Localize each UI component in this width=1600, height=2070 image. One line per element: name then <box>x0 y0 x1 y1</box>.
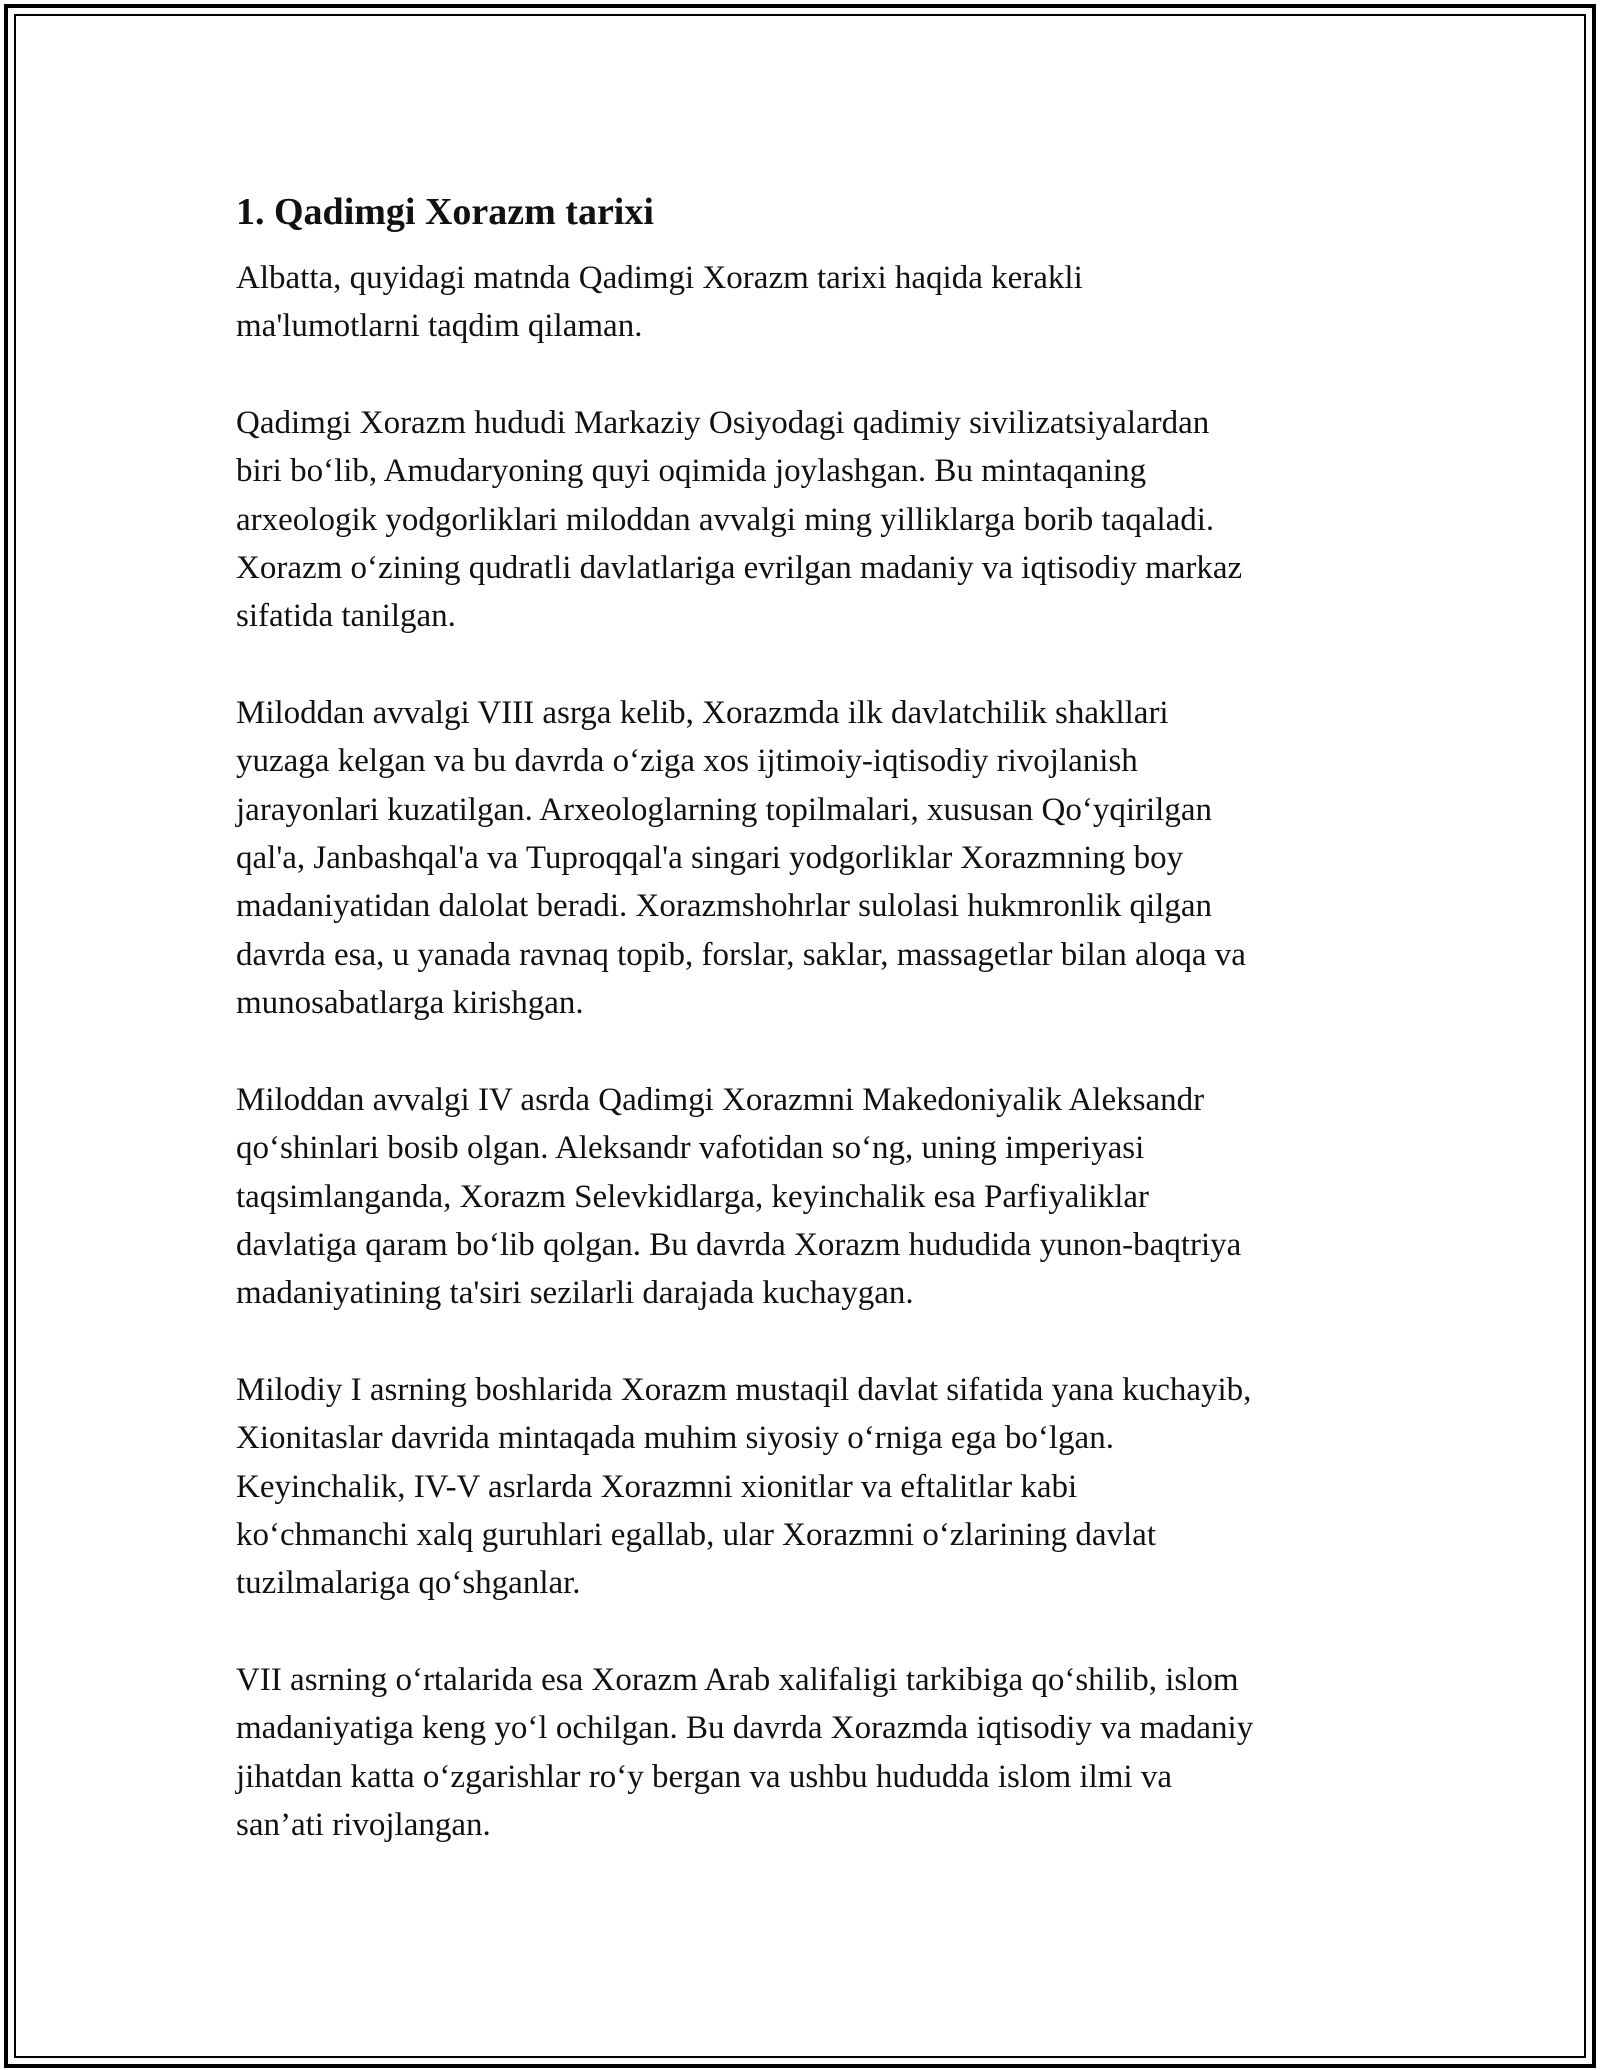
paragraph-intro: Albatta, quyidagi matnda Qadimgi Xorazm tarixi haqida kerakli ma'lumotlarni taqdim qilaman. <box>236 260 1083 345</box>
paragraph-arab-caliphate: VII asrning oʻrtalarida esa Xorazm Arab xalifaligi tarkibiga qoʻshilib, islom madaniyatiga keng yoʻl ochilgan. Bu davrda Xorazmda iqtisodiy va madaniy jihatdan katta oʻzgarishlar roʻy bergan va ushbu hududda islom ilmi va san’ati rivojlangan. <box>236 1661 1254 1843</box>
paragraph-first-century: Milodiy I asrning boshlarida Xorazm mustaqil davlat sifatida yana kuchayib, Xionitaslar davrida mintaqada muhim siyosiy oʻrniga ega boʻlgan. Keyinchalik, IV-V asrlarda Xorazmni xionitlar va eftalitlar kabi koʻchmanchi xalq guruhlari egallab, ular Xorazmni oʻzlarining davlat tuzilmalariga qoʻshganlar. <box>236 1371 1252 1602</box>
paragraph-geography: Qadimgi Xorazm hududi Markaziy Osiyodagi qadimiy sivilizatsiyalardan biri boʻlib, Amudaryoning quyi oqimida joylashgan. Bu mintaqaning arxeologik yodgorliklari miloddan avvalgi ming yilliklarga borib taqaladi. Xorazm oʻzining qudratli davlatlariga evrilgan madaniy va iqtisodiy markaz sifatida tanilgan. <box>236 404 1243 635</box>
paragraph-early-statehood: Miloddan avvalgi VIII asrga kelib, Xorazmda ilk davlatchilik shakllari yuzaga kelgan va bu davrda oʻziga xos ijtimoiy-iqtisodiy rivojlanish jarayonlari kuzatilgan. Arxeologlarning topilmalari, xususan Qoʻyqirilgan qal'a, Janbashqal'a va Tuproqqal'a singari yodgorliklar Xorazmning boy madaniyatidan dalolat beradi. Xorazmshohrlar sulolasi hukmronlik qilgan davrda esa, u yanada ravnaq topib, forslar, saklar, massagetlar bilan aloqa va munosabatlarga kirishgan. <box>236 694 1246 1022</box>
document-title: 1. Qadimgi Xorazm tarixi <box>236 191 654 233</box>
document-body <box>236 186 1386 1897</box>
paragraph-hellenistic-period: Miloddan avvalgi IV asrda Qadimgi Xorazmni Makedoniyalik Aleksandr qoʻshinlari bosib olgan. Aleksandr vafotidan soʻng, uning imperiyasi taqsimlanganda, Xorazm Selevkidlarga, keyinchalik esa Parfiyaliklar davlatiga qaram boʻlib qolgan. Bu davrda Xorazm hududida yunon-baqtriya madaniyatining ta'siri sezilarli darajada kuchaygan. <box>236 1081 1242 1312</box>
